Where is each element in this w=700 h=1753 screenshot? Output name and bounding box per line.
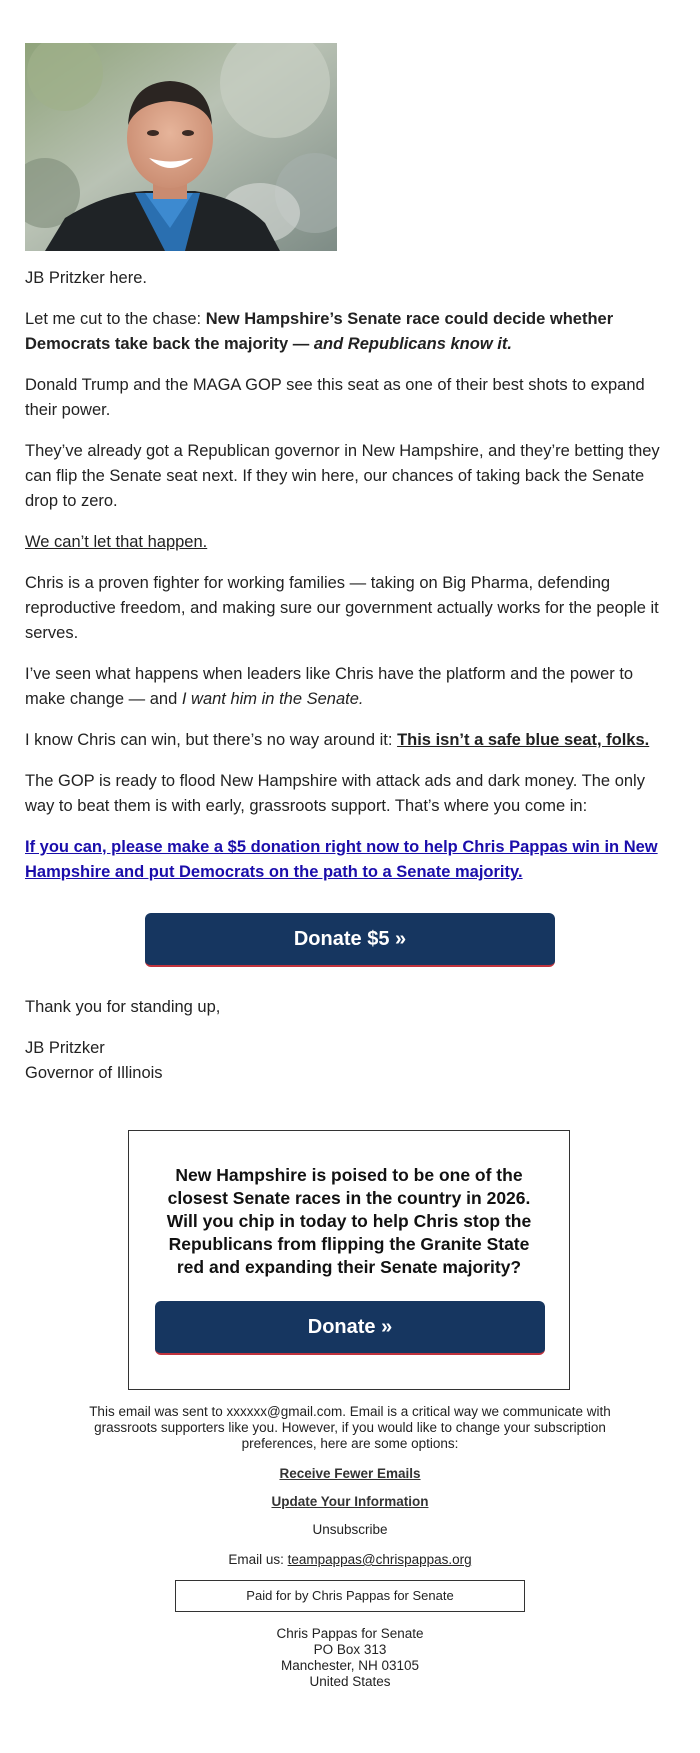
email-label: Email us: — [228, 1552, 288, 1567]
seen-main: I’ve seen what happens when leaders like Chris have the platform and the power to make change — and — [25, 665, 634, 708]
can-win-main: I know Chris can win, but there’s no way around it: — [25, 731, 398, 749]
paragraph-seen — [25, 662, 675, 712]
donate-callout-box — [128, 1130, 570, 1390]
paragraph-gop: The GOP is ready to flood New Hampshire with attack ads and dark money. The only way to beat them is with early, grassroots support. That’s where you come in: — [25, 772, 645, 815]
signoff-title: Governor of Illinois — [25, 1064, 163, 1082]
footer-email-line — [0, 1552, 700, 1568]
chase-bold-italic: and Republicans know it. — [313, 335, 512, 353]
paragraph-fighter: Chris is a proven fighter for working families — taking on Big Pharma, defending reproductive freedom, and making sure our government actually works for the people it serves. — [25, 574, 659, 642]
paid-for-disclaimer: Paid for by Chris Pappas for Senate — [175, 1580, 525, 1612]
signoff-thanks: Thank you for standing up, — [25, 998, 221, 1016]
can-win-bold: This isn’t a safe blue seat, folks. — [397, 731, 650, 749]
signature — [25, 995, 675, 1086]
email-link[interactable]: teampappas@chrispappas.org — [287, 1552, 472, 1567]
greeting: JB Pritzker here. — [25, 269, 147, 287]
address-line: Chris Pappas for Senate — [276, 1626, 424, 1641]
footer — [0, 1404, 700, 1690]
paragraph-donate-link — [25, 835, 675, 885]
update-information-link[interactable]: Update Your Information — [271, 1494, 429, 1509]
paragraph-can-win — [25, 728, 675, 753]
paragraph-chase — [25, 307, 675, 357]
address-line: PO Box 313 — [313, 1642, 387, 1657]
address-line: Manchester, NH 03105 — [280, 1658, 420, 1673]
unsubscribe-link[interactable]: Unsubscribe — [312, 1522, 388, 1537]
paragraph-governor: They’ve already got a Republican governor in New Hampshire, and they’re betting they can flip the Senate seat next. If they win here, our chances of taking back the Senate drop to zero. — [25, 442, 660, 510]
chase-intro: Let me cut to the chase: — [25, 310, 206, 328]
donate-5-link[interactable]: If you can, please make a $5 donation right now to help Chris Pappas win in New Hampshire and put Democrats on the path to a Senate majority. — [25, 838, 658, 881]
pritzker-photo — [25, 43, 337, 251]
callout-text: New Hampshire is poised to be one of the closest Senate races in the country in 2026. Will you chip in today to help Chris stop the Republicans from flipping the Granite State red and expanding their Senate majority? — [166, 1165, 532, 1277]
paragraph-trump: Donald Trump and the MAGA GOP see this seat as one of their best shots to expand their power. — [25, 376, 645, 419]
chase-bold: New Hampshire’s Senate race could decide whether Democrats take back the majority — — [25, 310, 614, 353]
donate-button[interactable]: Donate » — [155, 1301, 545, 1355]
mailing-address — [0, 1626, 700, 1690]
footer-notice: This email was sent to xxxxxx@gmail.com. Email is a critical way we communicate with grassroots supporters like you. However, if you would like to change your subscription preferences, here are some options: — [89, 1404, 611, 1451]
donate-5-button[interactable]: Donate $5 » — [145, 913, 555, 967]
signoff-name: JB Pritzker — [25, 1039, 105, 1057]
signoff-block — [25, 1036, 675, 1086]
address-line: United States — [309, 1674, 391, 1689]
seen-italic: I want him in the Senate. — [181, 690, 364, 708]
paragraph-cant-let: We can’t let that happen. — [25, 533, 208, 551]
receive-fewer-emails-link[interactable]: Receive Fewer Emails — [279, 1466, 421, 1481]
